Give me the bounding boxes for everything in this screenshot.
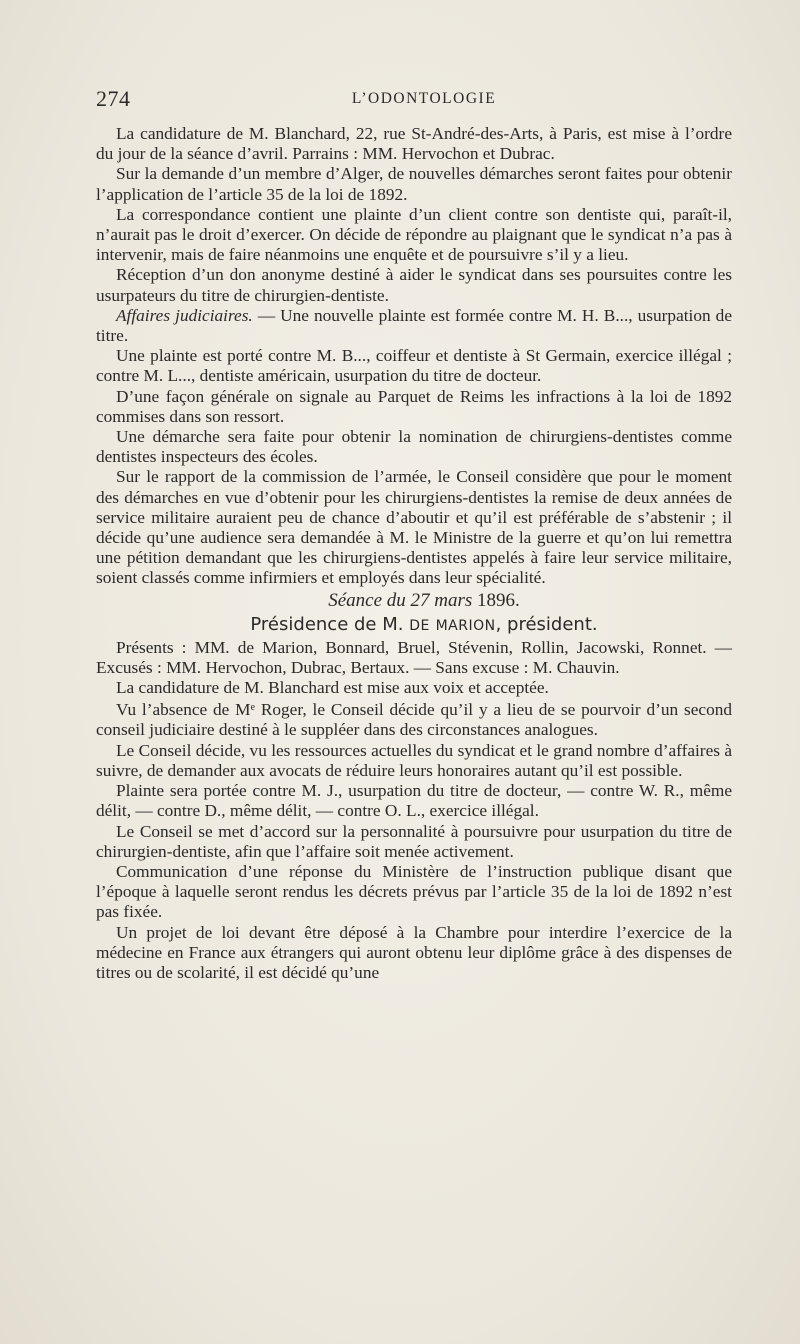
seance-heading (96, 589, 732, 613)
presidence-particle: DE (409, 617, 430, 634)
page-number: 274 (96, 86, 131, 111)
page-header (96, 86, 732, 116)
seance-year: 1896. (477, 589, 520, 611)
paragraph: Sur le rapport de la commission de l’armée, le Conseil considère que pour le moment des démarches en vue d’obtenir pour les chirurgiens-dentistes la remise de deux années de service militaire auraient peu de chance d’aboutir et qu’il est préférable de s’abstenir ; il décide qu’une audience sera demandée à M. le Ministre de la guerre et qu’on lui remettra une pétition demandant que les chirurgiens-dentistes appelés à faire leur service militaire, soient classés comme infirmiers et employés dans leur spécialité. (96, 467, 732, 588)
paragraph: Le Conseil se met d’accord sur la personnalité à poursuivre pour usurpation du titre de chirurgien-dentiste, afin que l’affaire soit menée activement. (96, 821, 732, 861)
roger-after: Roger, le Conseil décide qu’il y a lieu de se pourvoir d’un second conseil judiciaire destiné à le suppléer dans des circonstances analogues. (96, 700, 732, 740)
paragraph: Un projet de loi devant être déposé à la Chambre pour interdire l’exercice de la médecine en France aux étrangers qui auront obtenu leur diplôme grâce à des dispenses de titres ou de scolarité, il est décidé qu’une (96, 922, 732, 982)
paragraph: La candidature de M. Blanchard, 22, rue St-André-des-Arts, à Paris, est mise à l’ordre du jour de la séance d’avril. Parrains : MM. Hervochon et Dubrac. (96, 124, 732, 164)
presidence-heading (96, 613, 732, 638)
paragraph-affaires-judiciaires (96, 306, 732, 346)
paragraph: Une plainte est porté contre M. B..., coiffeur et dentiste à St Germain, exercice illégal ; contre M. L..., dentiste américain, usurpation du titre de docteur. (96, 346, 732, 386)
affaires-label: Affaires judiciaires. (116, 305, 253, 325)
president-name: MARION (435, 617, 496, 634)
paragraph: Communication d’une réponse du Ministère de l’instruction publique disant que l’époque à laquelle seront rendus les décrets prévus par l’article 35 de la loi de 1892 n’est pas fixée. (96, 861, 732, 922)
paragraph-presents: Présents : MM. de Marion, Bonnard, Bruel, Stévenin, Rollin, Jacowski, Ronnet. — Excusés : MM. Hervochon, Dubrac, Bertaux. — Sans excuse : M. Chauvin. (96, 637, 732, 677)
presidence-suffix: , président. (495, 613, 598, 635)
seance-label: Séance du 27 mars (328, 589, 473, 611)
paragraph-roger (96, 698, 732, 740)
paragraph: La candidature de M. Blanchard est mise aux voix et acceptée. (116, 678, 549, 698)
presidence-prefix: Présidence de M. (250, 613, 404, 635)
paragraph: Réception d’un don anonyme destiné à aider le syndicat dans ses poursuites contre les usurpateurs du titre de chirurgien-dentiste. (96, 265, 732, 305)
paragraph: Sur la demande d’un membre d’Alger, de nouvelles démarches seront faites pour obtenir l’application de l’article 35 de la loi de 1892. (96, 164, 732, 204)
paragraph: Une démarche sera faite pour obtenir la nomination de chirurgiens-dentistes comme dentistes inspecteurs des écoles. (96, 427, 732, 467)
roger-before: Vu l’absence de M (116, 700, 251, 720)
affaires-text: — Une nouvelle plainte est formée contre M. H. B..., usurpation de titre. (96, 305, 732, 346)
paragraph: Le Conseil décide, vu les ressources actuelles du syndicat et le grand nombre d’affaires à suivre, de demander aux avocats de réduire leurs honoraires autant qu’il est possible. (96, 740, 732, 780)
body-text (96, 124, 732, 983)
paragraph: Plainte sera portée contre M. J., usurpation du titre de docteur, — contre W. R., même délit, — contre D., même délit, — contre O. L., exercice illégal. (96, 781, 732, 821)
paragraph: D’une façon générale on signale au Parquet de Reims les infractions à la loi de 1892 commises dans son ressort. (96, 386, 732, 426)
running-title: L’ODONTOLOGIE (351, 90, 497, 107)
paragraph: La correspondance contient une plainte d’un client contre son dentiste qui, paraît-il, n’aurait pas le droit d’exercer. On décide de répondre au plaignant que le syndicat n’a pas à intervenir, mais de faire néanmoins une enquête et de poursuivre s’il y a lieu. (96, 204, 732, 265)
roger-sup: e (250, 702, 255, 714)
